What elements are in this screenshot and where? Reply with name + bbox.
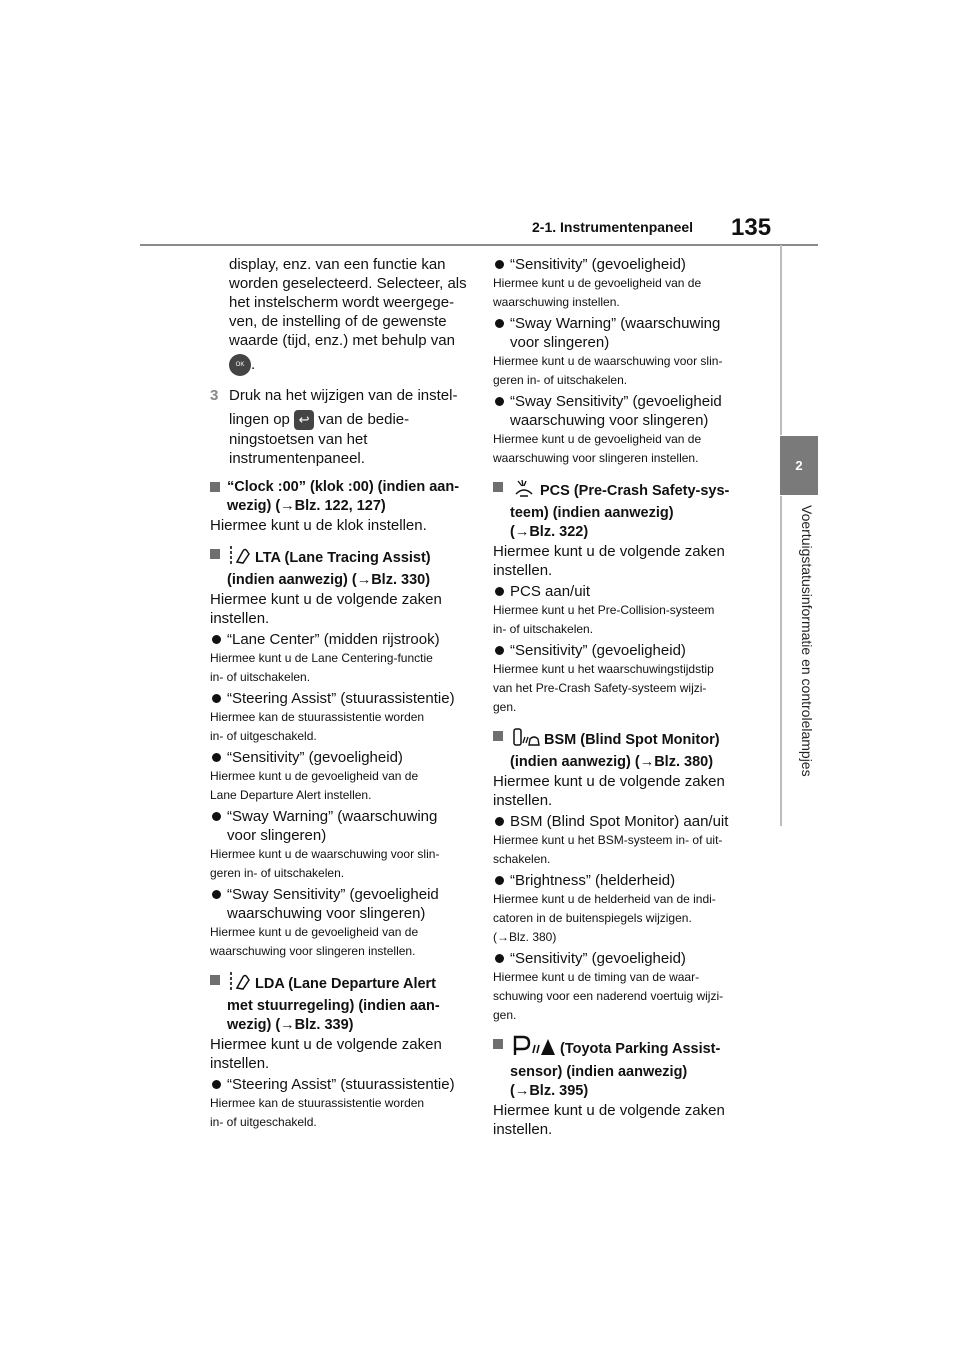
tpa-desc-line: instellen. — [493, 1121, 553, 1138]
lta-item-list — [210, 630, 468, 961]
lda-desc-line: Hiermee kunt u de volgende zaken — [210, 1036, 442, 1054]
item-title: “Brightness” (helderheid) — [510, 872, 676, 889]
item-desc: gen. — [493, 700, 517, 714]
item-title: “Sensitivity” (gevoeligheid) — [227, 749, 403, 767]
side-divider-lower — [780, 496, 782, 826]
pre-crash-safety-icon — [512, 478, 536, 504]
item-desc: Hiermee kan de stuurassistentie worden — [210, 1096, 425, 1111]
item-desc: schakelen. — [493, 852, 551, 866]
intro-end: . — [251, 355, 256, 373]
chapter-title: Voertuigstatusinformatie en controlelampjes — [799, 505, 815, 777]
lta-heading — [210, 545, 468, 590]
item-title: “Sensitivity” (gevoeligheid) — [510, 642, 686, 659]
pcs-desc-line: Hiermee kunt u de volgende zaken — [493, 543, 725, 560]
tpa-desc-line: Hiermee kunt u de volgende zaken — [493, 1102, 725, 1119]
list-item — [210, 630, 468, 687]
item-title: “Steering Assist” (stuurassistentie) — [227, 1076, 455, 1094]
tpa-heading — [493, 1035, 755, 1101]
item-title: “Sensitivity” (gevoeligheid) — [510, 256, 686, 273]
list-item — [493, 949, 755, 1025]
list-item — [493, 255, 755, 312]
item-title: waarschuwing voor slingeren) — [227, 905, 426, 923]
item-desc: Hiermee kunt u het Pre-Collision-systeem — [493, 603, 715, 617]
list-item — [493, 812, 755, 869]
page-number: 135 — [731, 214, 772, 241]
bullet-icon — [495, 587, 504, 596]
bullet-icon — [495, 876, 504, 885]
step-line: instrumentenpaneel. — [229, 450, 365, 468]
right-column — [493, 255, 755, 1139]
item-desc: Hiermee kunt u het waarschuwingstijdstip — [493, 662, 714, 676]
list-item — [210, 807, 468, 883]
item-desc: Hiermee kunt u de waarschuwing voor slin- — [493, 354, 723, 368]
parking-assist-icon — [512, 1035, 556, 1063]
lta-desc-line: instellen. — [210, 610, 270, 628]
clock-description: Hiermee kunt u de klok instellen. — [210, 517, 427, 535]
heading-line: (indien aanwezig) (→Blz. 380) — [510, 754, 714, 770]
heading-line: LDA (Lane Departure Alert — [255, 975, 437, 992]
left-column — [210, 255, 468, 1132]
bullet-icon — [495, 817, 504, 826]
item-title: “Lane Center” (midden rijstrook) — [227, 631, 440, 649]
item-title: “Sway Warning” (waarschuwing — [510, 315, 721, 332]
clock-heading — [210, 478, 468, 516]
chapter-tab[interactable] — [780, 436, 818, 495]
heading-square-icon — [493, 731, 503, 741]
item-desc: waarschuwing voor slingeren instellen. — [493, 451, 699, 465]
lda-desc-line: instellen. — [210, 1055, 270, 1073]
item-title: waarschuwing voor slingeren) — [510, 412, 709, 429]
step-line: van de bedie- — [318, 411, 410, 428]
step-line: Druk na het wijzigen van de instel- — [229, 387, 458, 404]
heading-line: BSM (Blind Spot Monitor) — [544, 731, 720, 748]
item-desc: Hiermee kunt u de gevoeligheid van de — [493, 432, 702, 446]
list-item — [493, 641, 755, 717]
item-title: BSM (Blind Spot Monitor) aan/uit — [510, 813, 729, 830]
item-title: voor slingeren) — [510, 334, 610, 351]
heading-line: PCS (Pre-Crash Safety-sys- — [540, 482, 730, 499]
intro-line: worden geselecteerd. Selecteer, als — [229, 275, 467, 292]
chapter-number: 2 — [795, 458, 803, 473]
item-desc: geren in- of uitschakelen. — [210, 866, 345, 881]
item-title: “Steering Assist” (stuurassistentie) — [227, 690, 455, 708]
item-desc: Hiermee kunt u de helderheid van de indi- — [493, 892, 716, 906]
heading-line: “Clock :00” (klok :00) (indien aan- — [227, 479, 460, 496]
bullet-icon — [495, 397, 504, 406]
item-desc: in- of uitschakelen. — [210, 670, 311, 685]
item-desc: in- of uitschakelen. — [493, 622, 594, 636]
item-desc: gen. — [493, 1008, 517, 1022]
list-item — [210, 748, 468, 805]
heading-square-icon — [210, 482, 220, 492]
list-item — [210, 1075, 468, 1132]
list-item — [493, 871, 755, 947]
heading-square-icon — [210, 975, 220, 985]
bullet-icon — [212, 694, 221, 703]
heading-line: LTA (Lane Tracing Assist) — [255, 549, 431, 566]
heading-line: sensor) (indien aanwezig) — [510, 1064, 688, 1080]
ok-button-icon: OK — [229, 354, 251, 376]
item-desc: (→Blz. 380) — [493, 930, 557, 944]
heading-line: wezig) (→Blz. 122, 127) — [227, 498, 386, 515]
heading-square-icon — [493, 482, 503, 492]
item-desc: Hiermee kunt u de timing van de waar- — [493, 970, 700, 984]
bullet-icon — [495, 646, 504, 655]
lane-departure-alert-icon — [229, 971, 251, 997]
intro-line: het instelscherm wordt weergege- — [229, 294, 455, 311]
item-title: voor slingeren) — [227, 827, 327, 845]
lane-tracing-assist-icon — [229, 545, 251, 571]
bullet-icon — [212, 890, 221, 899]
side-divider — [780, 245, 782, 435]
step-line: lingen op — [229, 411, 290, 428]
bullet-icon — [495, 260, 504, 269]
pcs-heading — [493, 478, 755, 542]
item-title: “Sway Sensitivity” (gevoeligheid — [227, 886, 439, 904]
item-desc: schuwing voor een naderend voertuig wijzi- — [493, 989, 724, 1003]
section-title: 2-1. Instrumentenpaneel — [532, 219, 694, 235]
back-button-icon: ↩ — [294, 410, 314, 430]
item-title: PCS aan/uit — [510, 583, 591, 600]
item-title: “Sway Warning” (waarschuwing — [227, 808, 438, 826]
heading-square-icon — [210, 549, 220, 559]
item-desc: Hiermee kan de stuurassistentie worden — [210, 710, 425, 725]
lda-heading — [210, 971, 468, 1035]
heading-line: met stuurregeling) (indien aan- — [227, 998, 440, 1015]
item-desc: Hiermee kunt u de gevoeligheid van de — [210, 925, 419, 940]
item-desc: Hiermee kunt u het BSM-systeem in- of uit- — [493, 833, 723, 847]
intro-line: waarde (tijd, enz.) met behulp van — [229, 332, 455, 349]
bullet-icon — [212, 635, 221, 644]
list-item — [210, 885, 468, 961]
bullet-icon — [212, 812, 221, 821]
item-desc: geren in- of uitschakelen. — [493, 373, 628, 387]
item-desc: in- of uitgeschakeld. — [210, 729, 317, 744]
intro-line: display, enz. van een functie kan — [229, 256, 446, 273]
list-item — [493, 314, 755, 390]
item-title: “Sway Sensitivity” (gevoeligheid — [510, 393, 722, 410]
item-desc: Hiermee kunt u de Lane Centering-functie — [210, 651, 433, 666]
intro-text — [210, 255, 468, 376]
step-number: 3 — [210, 387, 219, 404]
item-desc: catoren in de buitenspiegels wijzigen. — [493, 911, 692, 925]
item-desc: in- of uitgeschakeld. — [210, 1115, 317, 1130]
step-3 — [210, 386, 468, 468]
bsm-desc-line: Hiermee kunt u de volgende zaken — [493, 773, 725, 790]
bsm-heading — [493, 727, 755, 772]
bullet-icon — [495, 319, 504, 328]
list-item — [210, 689, 468, 746]
item-desc: waarschuwing instellen. — [493, 295, 620, 309]
item-desc: Lane Departure Alert instellen. — [210, 788, 372, 803]
bullet-icon — [495, 954, 504, 963]
heading-line: teem) (indien aanwezig) — [510, 505, 674, 521]
item-desc: van het Pre-Crash Safety-systeem wijzi- — [493, 681, 707, 695]
pcs-desc-line: instellen. — [493, 562, 553, 579]
item-desc: Hiermee kunt u de gevoeligheid van de — [493, 276, 702, 290]
heading-square-icon — [493, 1039, 503, 1049]
step-line: ningstoetsen van het — [229, 431, 368, 449]
bullet-icon — [212, 1080, 221, 1089]
heading-line: (indien aanwezig) (→Blz. 330) — [227, 572, 431, 589]
item-title: “Sensitivity” (gevoeligheid) — [510, 950, 686, 967]
item-desc: waarschuwing voor slingeren instellen. — [210, 944, 416, 959]
list-item — [493, 392, 755, 468]
header-rule — [140, 244, 818, 246]
item-desc: Hiermee kunt u de waarschuwing voor slin- — [210, 847, 440, 862]
bullet-icon — [212, 753, 221, 762]
heading-line: wezig) (→Blz. 339) — [227, 1017, 354, 1034]
list-item — [493, 582, 755, 639]
bsm-desc-line: instellen. — [493, 792, 553, 809]
intro-line: ven, de instelling of de gewenste — [229, 313, 447, 330]
item-desc: Hiermee kunt u de gevoeligheid van de — [210, 769, 419, 784]
lta-desc-line: Hiermee kunt u de volgende zaken — [210, 591, 442, 609]
heading-line: (→Blz. 322) — [510, 524, 589, 540]
heading-line: (Toyota Parking Assist- — [560, 1040, 721, 1057]
blind-spot-monitor-icon — [512, 727, 540, 753]
heading-line: (→Blz. 395) — [510, 1083, 589, 1099]
